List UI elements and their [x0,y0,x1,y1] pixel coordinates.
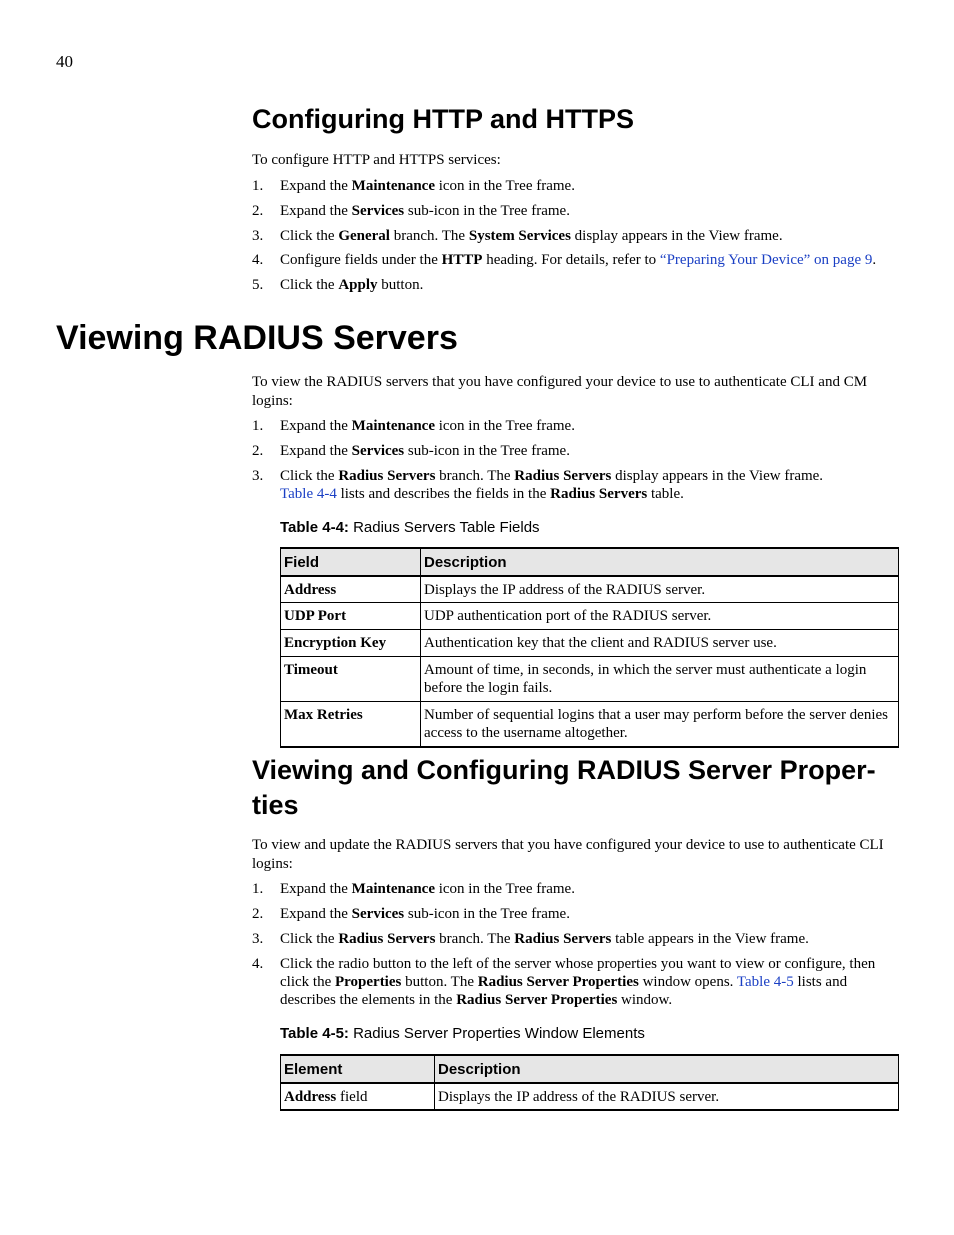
radius-step-1: 1. Expand the Maintenance icon in the Tree frame. [252,418,575,434]
step-number: 4. [252,252,264,268]
step-number: 1. [252,418,264,434]
table-row [281,630,899,657]
description-cell: UDP authentication port of the RADIUS server. [421,603,899,630]
step-number: 3. [252,468,264,484]
description-cell: Displays the IP address of the RADIUS server. [421,576,899,603]
table-row [281,1083,899,1110]
step-number: 4. [252,956,264,972]
radius-step-3: 3. Click the Radius Servers branch. The Radius Servers display appears in the View frame. Table 4-4 lists and describes the fields in the Radius Servers table. [252,468,824,502]
preparing-device-link[interactable]: “Preparing Your Device” on page 9 [659,252,873,268]
step-number: 1. [252,881,264,897]
radius-step-2: 2. Expand the Services sub-icon in the Tree frame. [252,443,570,459]
table-4-5-link[interactable]: Table 4-5 [736,974,794,990]
properties-intro: To view and update the RADIUS servers that you have configured your device to use to authenticate CLI logins: [252,837,884,872]
table-row [281,603,899,630]
column-header-description: Description [435,1055,899,1083]
element-cell: Address field [281,1083,435,1110]
table-4-4-caption: Table 4-4: Radius Servers Table Fields [280,519,540,536]
table-header-row [281,548,899,576]
step-number: 3. [252,931,264,947]
page-number: 40 [56,52,73,71]
radius-server-properties-table [280,1054,899,1111]
step-number: 5. [252,277,264,293]
table-row [281,702,899,747]
field-cell: Max Retries [281,702,421,747]
table-header-row [281,1055,899,1083]
chapter-heading-radius: Viewing RADIUS Servers [56,319,458,357]
radius-servers-table [280,547,899,748]
column-header-element: Element [281,1055,435,1083]
step-number: 3. [252,228,264,244]
http-step-5: 5. Click the Apply button. [252,277,424,293]
radius-intro: To view the RADIUS servers that you have configured your device to use to authenticate CLI and CM logins: [252,374,868,409]
description-cell: Number of sequential logins that a user may perform before the server denies access to the username altogether. [421,702,899,747]
properties-step-4: 4. Click the radio button to the left of the server whose properties you want to view or configure, then click the Properties button. The Radius Server Properties window opens. Table 4-5 lists and describes the elements in the Radius Server Properties window. [252,956,876,1008]
table-4-4-link[interactable]: Table 4-4 [280,486,337,502]
step-number: 2. [252,203,264,219]
description-cell: Displays the IP address of the RADIUS server. [435,1083,899,1110]
properties-step-3: 3. Click the Radius Servers branch. The Radius Servers table appears in the View frame. [252,931,809,947]
description-cell: Amount of time, in seconds, in which the server must authenticate a login before the login fails. [421,657,899,702]
table-4-5-caption: Table 4-5: Radius Server Properties Window Elements [280,1025,645,1042]
field-cell: Timeout [281,657,421,702]
table-row [281,657,899,702]
column-header-description: Description [421,548,899,576]
section-heading-radius-properties: Viewing and Configuring RADIUS Server Proper- ties [252,755,876,820]
section-heading-http: Configuring HTTP and HTTPS [252,104,634,134]
step-number: 2. [252,443,264,459]
http-intro: To configure HTTP and HTTPS services: [252,152,501,168]
field-cell: Address [281,576,421,603]
http-step-3: 3. Click the General branch. The System Services display appears in the View frame. [252,228,783,244]
field-cell: UDP Port [281,603,421,630]
properties-step-1: 1. Expand the Maintenance icon in the Tree frame. [252,881,575,897]
description-cell: Authentication key that the client and RADIUS server use. [421,630,899,657]
http-step-4: 4. Configure fields under the HTTP heading. For details, refer to “Preparing Your Device” on page 9. [252,252,877,268]
http-step-2: 2. Expand the Services sub-icon in the Tree frame. [252,203,570,219]
step-number: 1. [252,178,264,194]
http-step-1: 1. Expand the Maintenance icon in the Tree frame. [252,178,575,194]
table-row [281,576,899,603]
step-number: 2. [252,906,264,922]
properties-step-2: 2. Expand the Services sub-icon in the Tree frame. [252,906,570,922]
column-header-field: Field [281,548,421,576]
field-cell: Encryption Key [281,630,421,657]
